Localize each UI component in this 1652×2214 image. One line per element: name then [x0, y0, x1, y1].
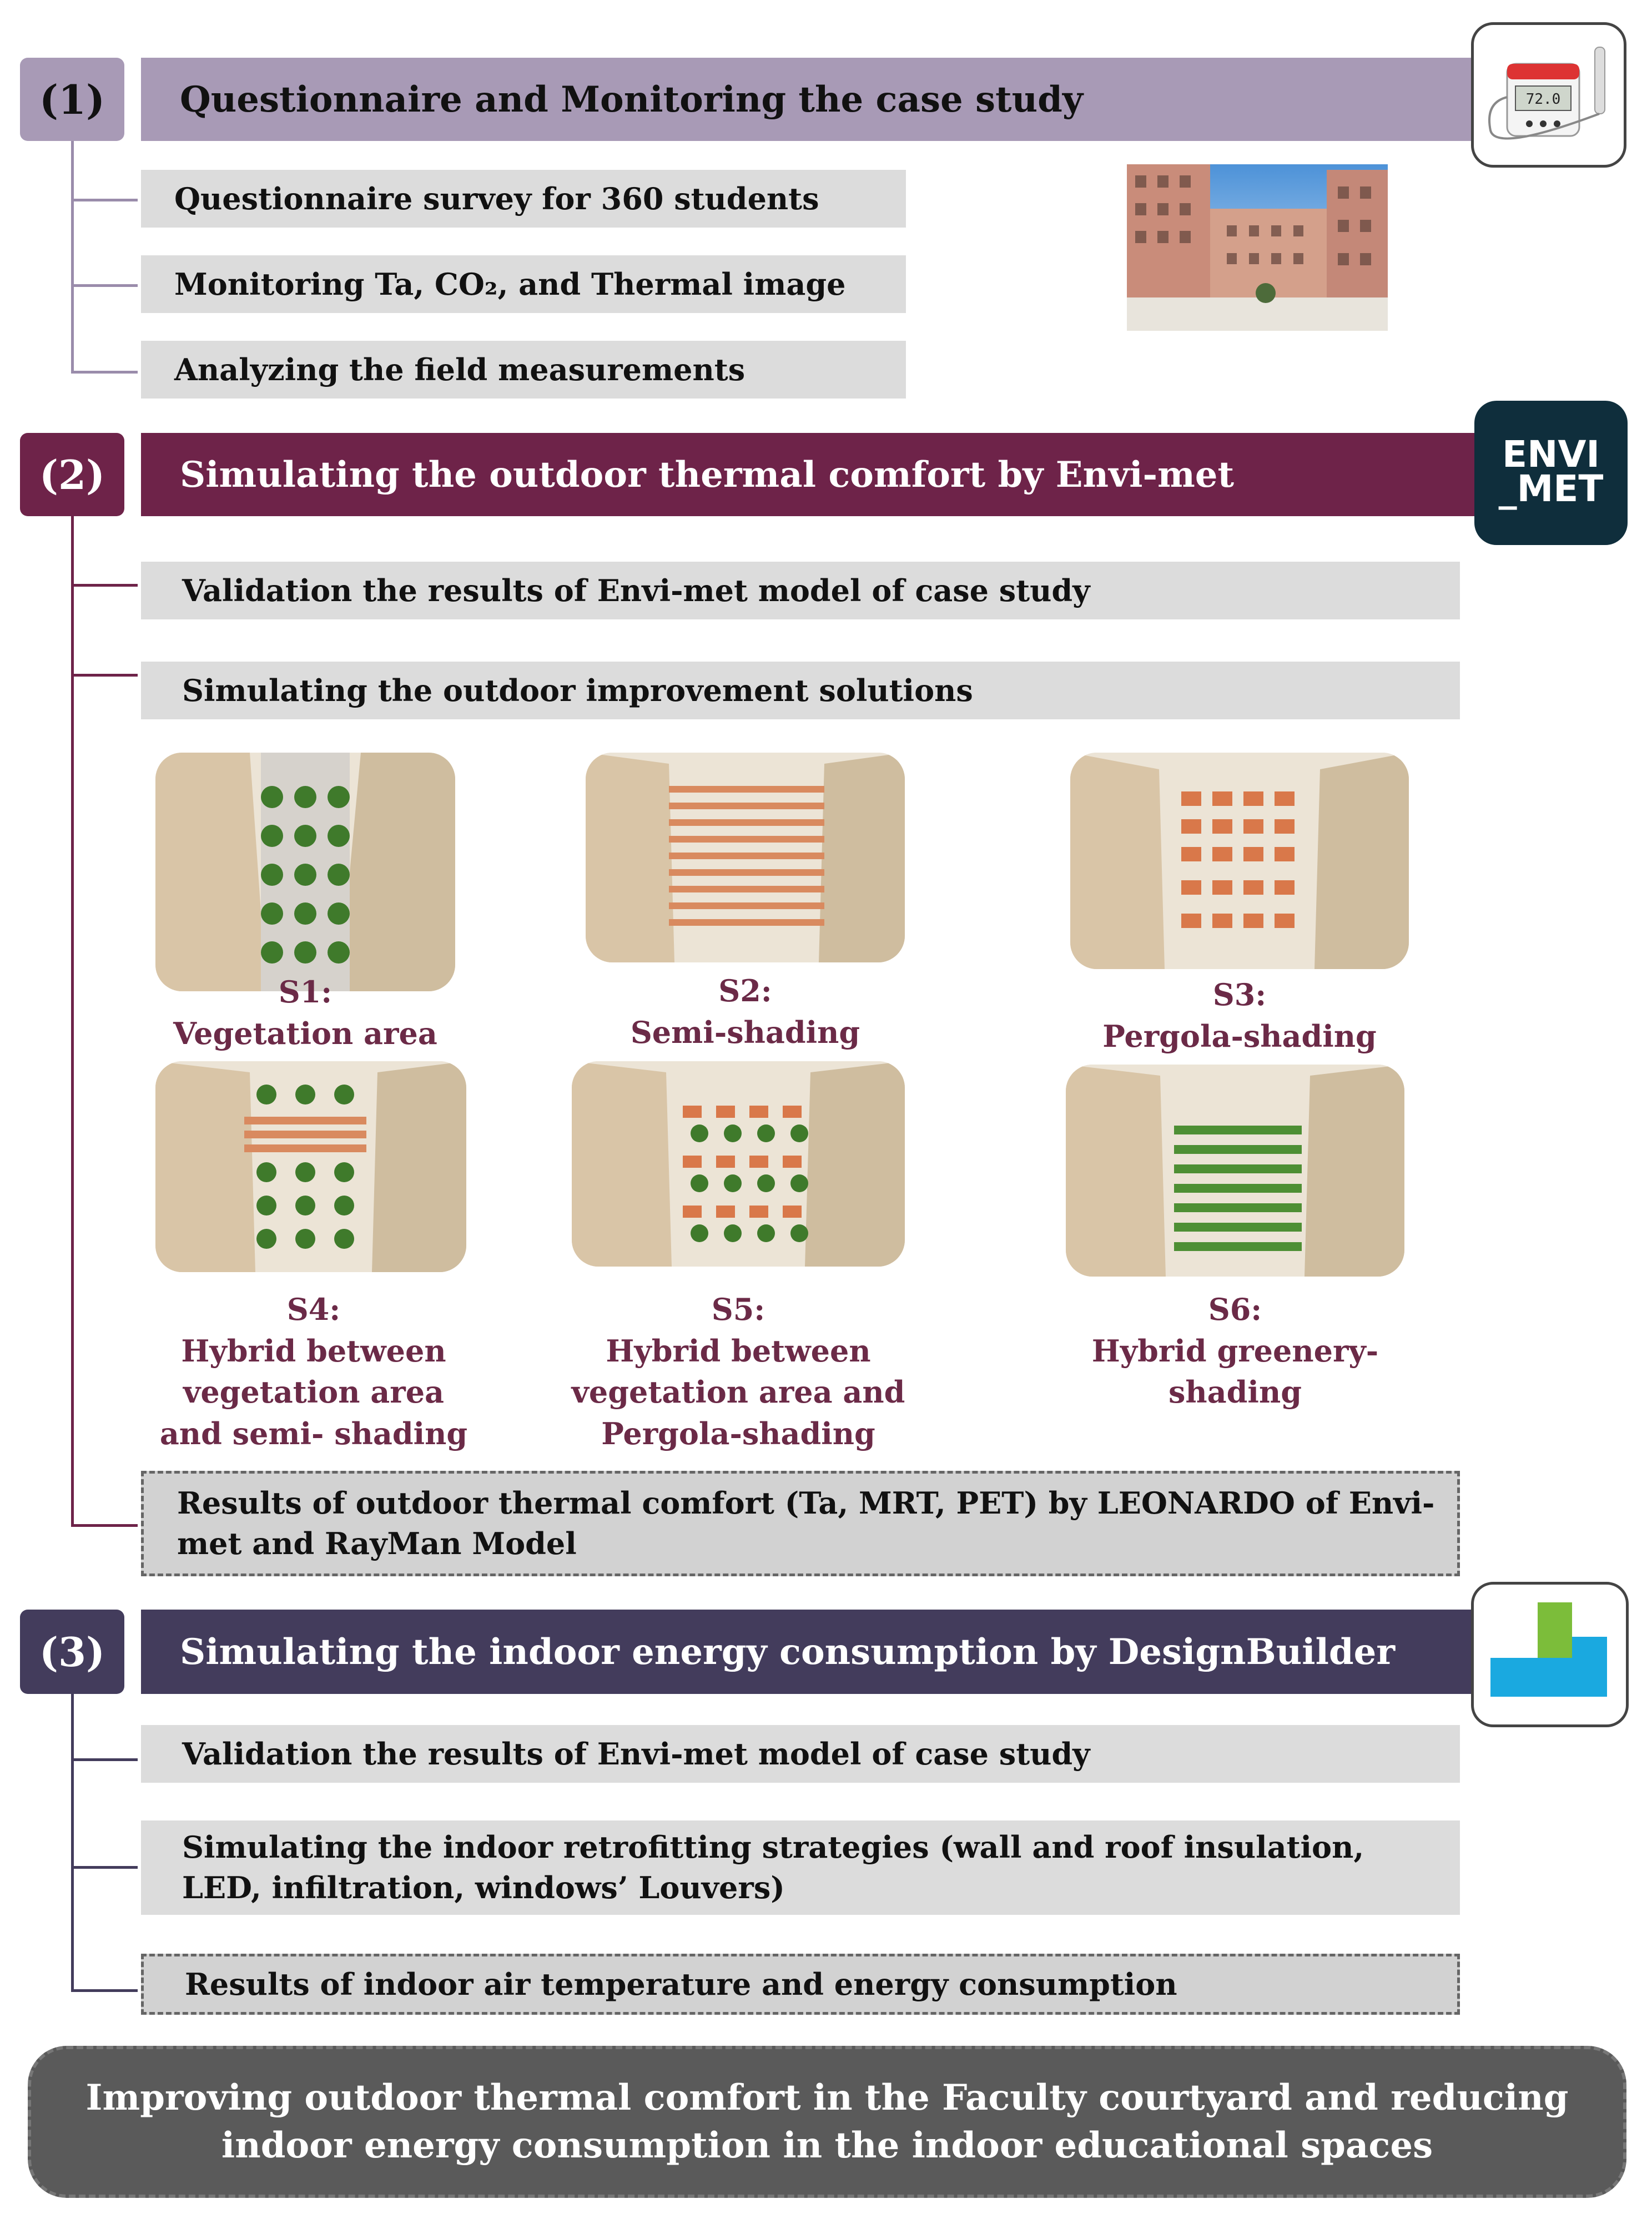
section2-header: Simulating the outdoor thermal comfort by Envi-met	[141, 433, 1495, 516]
scenario-s1-image	[155, 753, 455, 991]
case-study-building-photo	[1127, 164, 1388, 331]
scenario-s2-caption	[586, 970, 905, 1053]
scenario-s6-id: S6:	[1208, 1292, 1262, 1327]
scenario-s5-label-line3: Pergola-shading	[601, 1415, 875, 1451]
arrow-2a	[71, 584, 138, 587]
section1-item-analyzing: Analyzing the field measurements	[141, 341, 906, 399]
scenario-s4-label-line2: vegetation area	[183, 1374, 445, 1410]
section3-number: (3)	[20, 1610, 124, 1694]
section1-header: Questionnaire and Monitoring the case study	[141, 58, 1495, 141]
section3-header: Simulating the indoor energy consumption by DesignBuilder	[141, 1610, 1495, 1694]
arrow-1b	[71, 284, 138, 287]
arrow-2c	[71, 1524, 138, 1527]
section3-item-validation-text: Validation the results of Envi-met model of case study	[182, 1736, 1090, 1772]
section3-retrofit-line2: LED, infiltration, windows’ Louvers)	[182, 1870, 785, 1905]
section2-number: (2)	[20, 433, 124, 516]
section2-item-simulating: Simulating the outdoor improvement solutions	[141, 662, 1460, 719]
device-display: 72.0	[1525, 91, 1561, 108]
section2-connector	[71, 516, 74, 1526]
scenario-s3-image	[1070, 753, 1409, 969]
scenario-s5-caption	[561, 1289, 916, 1454]
scenario-s3-id: S3:	[1212, 977, 1267, 1012]
arrow-2b	[71, 674, 138, 677]
designbuilder-logo	[1471, 1582, 1629, 1727]
scenario-s1-id: S1:	[278, 974, 333, 1010]
conclusion-line2: indoor energy consumption in the indoor educational spaces	[221, 2125, 1433, 2166]
section1-item-monitoring: Monitoring Ta, CO₂, and Thermal image	[141, 255, 906, 313]
scenario-s2-label: Semi-shading	[630, 1014, 860, 1050]
scenario-s5-id: S5:	[711, 1292, 765, 1327]
arrow-3c	[71, 1989, 138, 1992]
section3-item-validation	[141, 1725, 1460, 1783]
scenario-s2-id: S2:	[718, 973, 772, 1008]
section3-item-retrofitting	[141, 1820, 1460, 1915]
envimet-logo-line1: ENVI	[1502, 433, 1600, 476]
scenario-s3-label: Pergola-shading	[1102, 1018, 1377, 1054]
scenario-s4-id: S4:	[286, 1292, 341, 1327]
section2-item-validation: Validation the results of Envi-met model of case study	[141, 562, 1460, 619]
scenario-s5-label-line1: Hybrid between	[606, 1333, 871, 1369]
temperature-logger-icon	[1471, 22, 1626, 168]
scenario-s6-label-line2: shading	[1169, 1374, 1302, 1410]
envimet-logo	[1474, 401, 1628, 545]
conclusion-box	[28, 2046, 1626, 2198]
scenario-s6-label-line1: Hybrid greenery-	[1091, 1333, 1379, 1369]
section1-connector	[71, 141, 74, 373]
conclusion-line1: Improving outdoor thermal comfort in the Faculty courtyard and reducing	[85, 2076, 1569, 2119]
scenario-s1-caption	[155, 971, 455, 1054]
section2-result-line2: met and RayMan Model	[177, 1526, 577, 1561]
scenario-s1-label: Vegetation area	[173, 1015, 437, 1051]
section2-result-line1: Results of outdoor thermal comfort (Ta, MRT, PET) by LEONARDO of Envi-	[177, 1485, 1435, 1521]
scenario-s5-label-line2: vegetation area and	[571, 1374, 905, 1410]
envimet-logo-line2: _MET	[1498, 467, 1604, 510]
scenario-s4-image	[155, 1061, 466, 1272]
arrow-3b	[71, 1866, 138, 1869]
section3-connector	[71, 1694, 74, 1991]
section2-results-box	[141, 1471, 1460, 1576]
section3-retrofit-line1: Simulating the indoor retrofitting strategies (wall and roof insulation,	[182, 1829, 1364, 1865]
scenario-s4-label-line1: Hybrid between	[181, 1333, 446, 1369]
section1-number: (1)	[20, 58, 124, 141]
scenario-s2-image	[586, 753, 905, 962]
scenario-s6-caption	[1066, 1289, 1404, 1413]
section3-results-box: Results of indoor air temperature and energy consumption	[141, 1954, 1460, 2015]
scenario-s5-image	[572, 1061, 905, 1267]
scenario-s4-caption	[139, 1289, 488, 1454]
section1-item-survey: Questionnaire survey for 360 students	[141, 170, 906, 228]
scenario-s6-image	[1066, 1065, 1404, 1277]
scenario-s3-caption	[1070, 974, 1409, 1057]
scenario-s4-label-line3: and semi- shading	[159, 1415, 468, 1451]
arrow-3a	[71, 1758, 138, 1761]
arrow-1c	[71, 371, 138, 374]
arrow-1a	[71, 199, 138, 201]
